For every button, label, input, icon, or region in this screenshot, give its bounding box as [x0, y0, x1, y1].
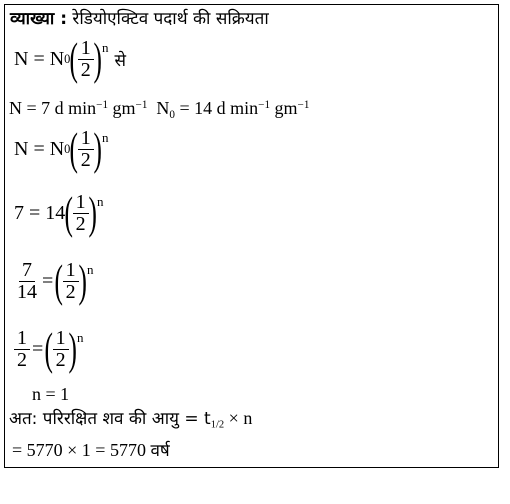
- given-values: N = 7 d $\min^{-1} gm^{-1}$ $N_0 = 14$ d $\min^{-1} gm^{-1}$: [9, 98, 310, 121]
- equation-substituted: 7 = 14 ( $\frac{1}{2}$ ) n: [14, 187, 104, 238]
- eq1-lhs: N = N: [14, 47, 65, 70]
- age-statement: अत: परिरक्षित शव की आयु = $t_{1/2} \times n$: [9, 408, 253, 431]
- eq1-fraction: $\frac{1}{2}$: [78, 38, 94, 81]
- explanation-label: व्याख्या :: [10, 9, 68, 29]
- equation-decay-law: N = N 0 ( $\frac{1}{2}$ ) n से: [14, 33, 127, 84]
- explanation-title: रेडियोएक्टिव पदार्थ की सक्रियता: [72, 9, 269, 29]
- header-line: [10, 6, 269, 29]
- eq1-suffix: से: [114, 50, 127, 71]
- equation-ratio: $\frac{7}{14}$ = ( $\frac{1}{2}$ ) n: [17, 255, 94, 306]
- eq1-exponent: n: [102, 40, 109, 55]
- equation-simplified: $\frac{1}{2}$ = ( $\frac{1}{2}$ ) n: [14, 326, 83, 372]
- final-answer: = 5770 × 1 = 5770 वर्ष: [12, 440, 170, 461]
- equation-restated: N = N 0 ( $\frac{1}{2}$ ) n: [14, 123, 109, 174]
- result-n: n = 1: [32, 384, 70, 404]
